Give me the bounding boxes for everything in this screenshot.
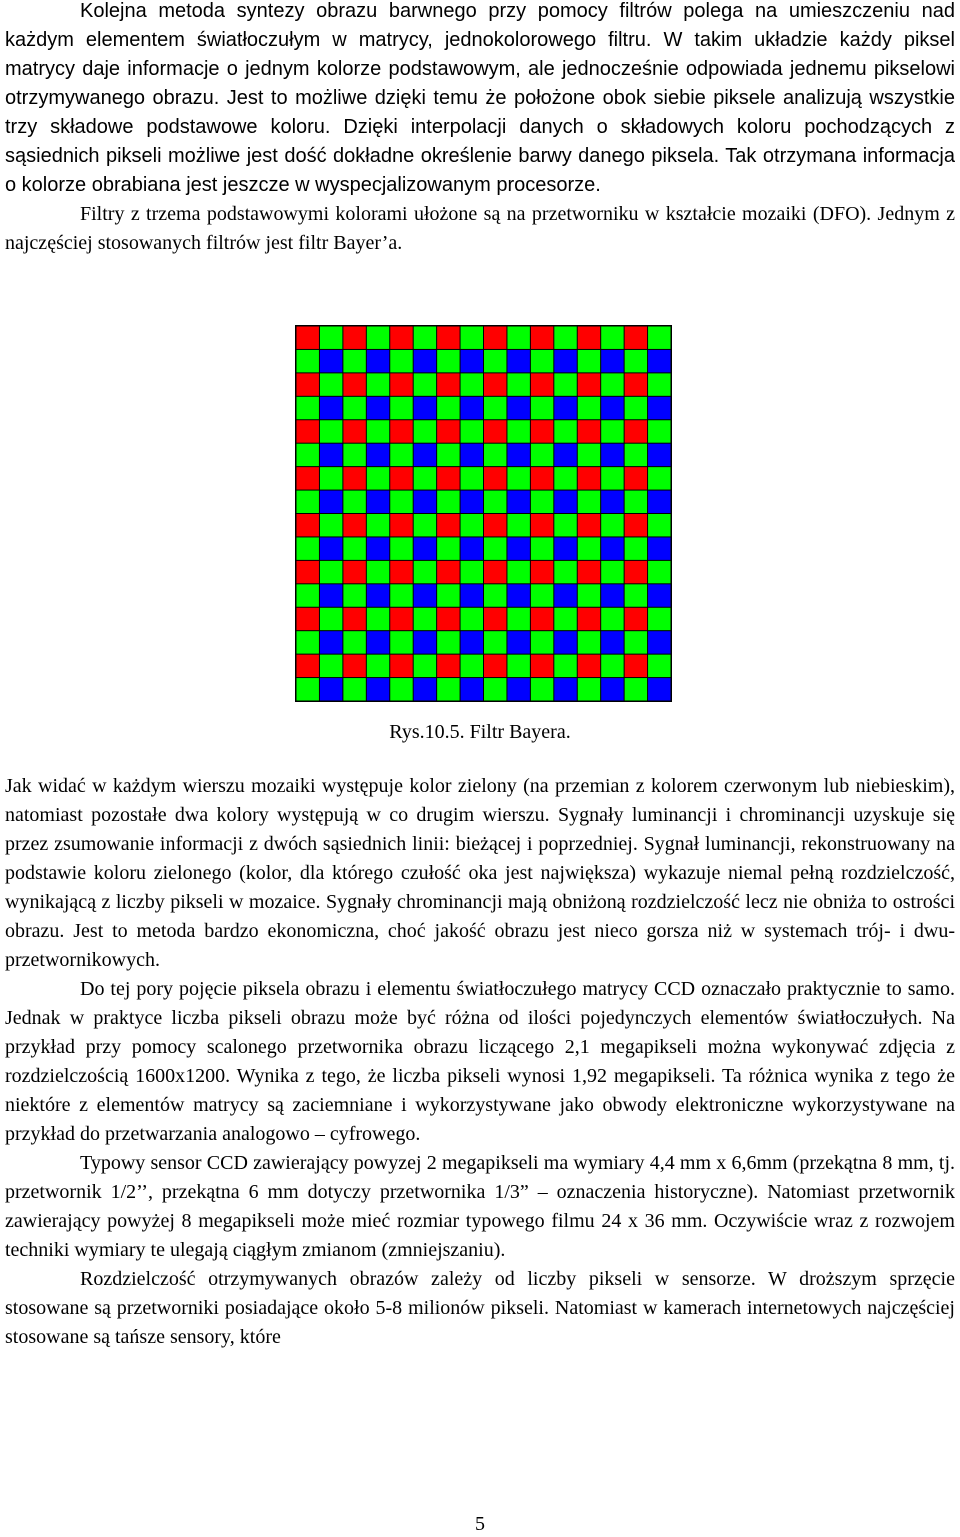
bayer-cell-blue xyxy=(601,678,623,700)
bayer-cell-green xyxy=(578,444,600,466)
bayer-cell-green xyxy=(578,491,600,513)
bayer-cell-green xyxy=(367,420,389,442)
bayer-cell-green xyxy=(414,467,436,489)
bayer-cell-green xyxy=(461,608,483,630)
bayer-cell-red xyxy=(297,467,319,489)
bayer-cell-blue xyxy=(461,491,483,513)
bayer-cell-green xyxy=(507,420,529,442)
bayer-cell-green xyxy=(531,678,553,700)
bayer-filter-figure xyxy=(295,325,672,702)
figure-caption: Rys.10.5. Filtr Bayera. xyxy=(389,721,571,743)
bayer-cell-blue xyxy=(507,631,529,653)
bayer-cell-blue xyxy=(320,678,342,700)
bayer-cell-green xyxy=(343,678,365,700)
bayer-cell-blue xyxy=(554,397,576,419)
bayer-cell-green xyxy=(437,631,459,653)
bayer-cell-green xyxy=(484,491,506,513)
bayer-cell-green xyxy=(414,327,436,349)
bayer-cell-green xyxy=(343,631,365,653)
bayer-cell-red xyxy=(437,561,459,583)
bayer-cell-blue xyxy=(320,397,342,419)
bayer-cell-green xyxy=(484,584,506,606)
bayer-cell-green xyxy=(320,373,342,395)
bayer-cell-green xyxy=(554,561,576,583)
bayer-cell-green xyxy=(507,514,529,536)
bayer-cell-blue xyxy=(414,350,436,372)
bayer-cell-green xyxy=(297,537,319,559)
bayer-cell-green xyxy=(578,537,600,559)
bayer-cell-red xyxy=(578,655,600,677)
bayer-cell-red xyxy=(297,655,319,677)
bayer-cell-green xyxy=(390,631,412,653)
bayer-cell-green xyxy=(367,514,389,536)
bayer-cell-red xyxy=(343,373,365,395)
bayer-cell-red xyxy=(297,327,319,349)
bayer-cell-blue xyxy=(601,350,623,372)
bayer-cell-green xyxy=(343,397,365,419)
bayer-cell-red xyxy=(297,420,319,442)
bayer-cell-green xyxy=(554,514,576,536)
bayer-cell-blue xyxy=(320,491,342,513)
bayer-cell-green xyxy=(343,491,365,513)
bayer-cell-blue xyxy=(367,631,389,653)
bayer-cell-red xyxy=(390,608,412,630)
bayer-cell-green xyxy=(507,373,529,395)
bayer-cell-green xyxy=(507,561,529,583)
bayer-cell-green xyxy=(390,537,412,559)
bayer-cell-green xyxy=(390,444,412,466)
bayer-cell-green xyxy=(625,350,647,372)
bayer-cell-red xyxy=(625,327,647,349)
bayer-cell-red xyxy=(484,373,506,395)
bayer-cell-red xyxy=(390,373,412,395)
bayer-cell-green xyxy=(601,420,623,442)
bayer-cell-green xyxy=(367,327,389,349)
bayer-cell-red xyxy=(531,373,553,395)
bayer-cell-red xyxy=(484,420,506,442)
bayer-cell-blue xyxy=(414,584,436,606)
bayer-cell-red xyxy=(390,420,412,442)
bayer-cell-blue xyxy=(367,350,389,372)
bayer-cell-red xyxy=(531,467,553,489)
bayer-cell-green xyxy=(343,350,365,372)
bayer-cell-blue xyxy=(554,631,576,653)
bayer-cell-green xyxy=(437,444,459,466)
paragraph-intro: Kolejna metoda syntezy obrazu barwnego przy pomocy filtrów polega na umieszczeniu nad każdym elementem światłoczułym w matrycy, jednokolorowego filtru. W takim układzie każdy piksel matrycy daje informacje o jednym kolorze podstawowym, ale jednocześnie odpowiada jednemu pikselowi otrzymywanego obrazu. Jest to możliwe dzięki temu że położone obok siebie piksele analizują wszystkie trzy składowe podstawowe koloru. Dzięki interpolacji danych o składowych koloru pochodzących z sąsiednich pikseli możliwe jest dość dokładne określenie barwy danego piksela. Tak otrzymana informacja o kolorze obrabiana jest jeszcze w wyspecjalizowanym procesorze. xyxy=(5,0,955,196)
bayer-cell-green xyxy=(390,491,412,513)
bayer-cell-green xyxy=(484,444,506,466)
bayer-cell-blue xyxy=(507,397,529,419)
bayer-cell-green xyxy=(601,467,623,489)
bayer-cell-green xyxy=(648,373,670,395)
bayer-cell-blue xyxy=(507,350,529,372)
bayer-cell-blue xyxy=(414,491,436,513)
bayer-cell-blue xyxy=(648,678,670,700)
bayer-cell-red xyxy=(578,608,600,630)
bayer-cell-green xyxy=(531,584,553,606)
bayer-cell-red xyxy=(297,514,319,536)
bayer-cell-green xyxy=(531,444,553,466)
bayer-cell-red xyxy=(531,608,553,630)
bayer-cell-blue xyxy=(554,678,576,700)
bayer-cell-green xyxy=(648,467,670,489)
bayer-cell-blue xyxy=(648,397,670,419)
bayer-cell-green xyxy=(461,561,483,583)
bayer-cell-green xyxy=(297,678,319,700)
bayer-cell-red xyxy=(297,373,319,395)
bayer-cell-red xyxy=(578,467,600,489)
bayer-cell-green xyxy=(367,373,389,395)
bayer-cell-red xyxy=(625,420,647,442)
bayer-cell-blue xyxy=(367,584,389,606)
bayer-cell-red xyxy=(390,561,412,583)
bayer-cell-red xyxy=(390,655,412,677)
bayer-cell-green xyxy=(461,514,483,536)
bayer-cell-green xyxy=(343,444,365,466)
bayer-cell-red xyxy=(531,561,553,583)
bayer-cell-blue xyxy=(461,631,483,653)
bayer-cell-blue xyxy=(367,397,389,419)
bayer-cell-blue xyxy=(461,397,483,419)
bayer-cell-red xyxy=(343,514,365,536)
bayer-cell-red xyxy=(343,327,365,349)
bayer-cell-green xyxy=(578,397,600,419)
bayer-cell-green xyxy=(531,537,553,559)
bayer-cell-blue xyxy=(507,491,529,513)
bayer-cell-green xyxy=(367,561,389,583)
bayer-cell-green xyxy=(343,584,365,606)
bayer-mosaic-grid xyxy=(295,325,672,702)
bayer-cell-green xyxy=(414,420,436,442)
bayer-cell-blue xyxy=(414,537,436,559)
bayer-cell-blue xyxy=(320,350,342,372)
bayer-cell-green xyxy=(507,327,529,349)
bayer-cell-blue xyxy=(601,584,623,606)
bayer-cell-green xyxy=(320,608,342,630)
bayer-cell-blue xyxy=(648,537,670,559)
bayer-cell-green xyxy=(578,584,600,606)
bayer-cell-green xyxy=(297,444,319,466)
bayer-cell-red xyxy=(484,514,506,536)
bayer-cell-red xyxy=(437,655,459,677)
bayer-cell-green xyxy=(601,514,623,536)
bayer-cell-red xyxy=(437,327,459,349)
bayer-cell-blue xyxy=(648,350,670,372)
bayer-cell-blue xyxy=(554,350,576,372)
bayer-cell-blue xyxy=(601,537,623,559)
bayer-cell-red xyxy=(437,514,459,536)
bayer-cell-green xyxy=(461,420,483,442)
bayer-cell-green xyxy=(390,397,412,419)
bayer-cell-red xyxy=(625,514,647,536)
bayer-cell-green xyxy=(625,678,647,700)
paragraph-pixel-definition: Do tej pory pojęcie piksela obrazu i elementu światłoczułego matrycy CCD oznaczało praktycznie to samo. Jednak w praktyce liczba pikseli obrazu może być różna od ilości pojedynczych elementów światłoczułych. Na przykład przy pomocy scalonego przetwornika obrazu liczącego 2,1 megapikseli można wykonywać zdjęcia z rozdzielczością 1600x1200. Wynika z tego, że liczba pikseli wynosi 1,92 megapikseli. Ta różnica wynika z tego że niektóre z elementów matrycy są zaciemniane i wykorzystywane jako obwody elektroniczne wykorzystywane na przykład do przetwarzania analogowo – cyfrowego. xyxy=(5,978,955,1145)
bayer-cell-red xyxy=(437,467,459,489)
bayer-cell-green xyxy=(578,350,600,372)
bayer-cell-green xyxy=(554,327,576,349)
bayer-cell-blue xyxy=(320,537,342,559)
bayer-cell-green xyxy=(367,467,389,489)
bayer-cell-green xyxy=(484,678,506,700)
bayer-cell-green xyxy=(390,350,412,372)
bayer-cell-green xyxy=(625,397,647,419)
bayer-cell-green xyxy=(367,608,389,630)
bayer-cell-blue xyxy=(414,397,436,419)
bayer-cell-blue xyxy=(507,537,529,559)
bayer-cell-green xyxy=(414,608,436,630)
bayer-cell-blue xyxy=(648,631,670,653)
bayer-cell-green xyxy=(484,397,506,419)
bayer-cell-green xyxy=(554,608,576,630)
bayer-cell-green xyxy=(297,491,319,513)
bayer-cell-green xyxy=(461,655,483,677)
bayer-cell-red xyxy=(484,327,506,349)
bayer-cell-red xyxy=(437,373,459,395)
bayer-cell-red xyxy=(578,373,600,395)
bayer-cell-green xyxy=(648,420,670,442)
bayer-cell-blue xyxy=(414,631,436,653)
bayer-cell-green xyxy=(437,491,459,513)
bayer-cell-red xyxy=(531,327,553,349)
bayer-cell-blue xyxy=(648,491,670,513)
bayer-cell-green xyxy=(554,467,576,489)
bayer-cell-blue xyxy=(648,584,670,606)
bayer-cell-green xyxy=(297,631,319,653)
bayer-cell-red xyxy=(578,420,600,442)
bayer-cell-green xyxy=(648,327,670,349)
bayer-cell-green xyxy=(507,655,529,677)
bayer-cell-blue xyxy=(601,631,623,653)
bayer-cell-red xyxy=(343,420,365,442)
bayer-cell-green xyxy=(531,491,553,513)
bayer-cell-green xyxy=(437,678,459,700)
bayer-cell-blue xyxy=(461,350,483,372)
paragraph-resolution: Rozdzielczość otrzymywanych obrazów zależy od liczby pikseli w sensorze. W droższym sprzęcie stosowane są przetworniki posiadające około 5-8 milionów pikseli. Natomiast w kamerach internetowych najczęściej stosowane są tańsze sensory, które xyxy=(5,1268,955,1348)
bayer-cell-green xyxy=(320,655,342,677)
intro-text-block xyxy=(5,0,955,258)
bayer-cell-green xyxy=(507,608,529,630)
bayer-cell-green xyxy=(601,373,623,395)
bayer-cell-green xyxy=(507,467,529,489)
paragraph-filters: Filtry z trzema podstawowymi kolorami ułożone są na przetworniku w kształcie mozaiki (DFO). Jednym z najczęściej stosowanych filtrów jest filtr Bayer’a. xyxy=(5,203,955,254)
bayer-cell-blue xyxy=(601,491,623,513)
bayer-cell-blue xyxy=(367,491,389,513)
bayer-cell-red xyxy=(484,608,506,630)
bayer-cell-green xyxy=(437,537,459,559)
bayer-cell-red xyxy=(297,561,319,583)
bayer-cell-green xyxy=(601,561,623,583)
bayer-cell-red xyxy=(625,655,647,677)
bayer-cell-red xyxy=(578,561,600,583)
bayer-cell-green xyxy=(531,631,553,653)
bayer-cell-red xyxy=(625,608,647,630)
bayer-cell-blue xyxy=(601,397,623,419)
bayer-cell-green xyxy=(578,631,600,653)
paragraph-sensor-size: Typowy sensor CCD zawierający powyzej 2 megapikseli ma wymiary 4,4 mm x 6,6mm (przekątna 8 mm, tj. przetwornik 1/2’’, przekątna 6 mm dotyczy przetwornika 1/3” – oznaczenia historyczne). Natomiast przetwornik zawierający powyżej 8 megapikseli może mieć rozmiar typowego filmu 24 x 36 mm. Oczywiście wraz z rozwojem techniki wymiary te ulegają ciągłym zmianom (zmniejszaniu). xyxy=(5,1152,955,1261)
bayer-cell-green xyxy=(554,655,576,677)
bayer-cell-red xyxy=(343,655,365,677)
bayer-cell-red xyxy=(484,655,506,677)
bayer-cell-red xyxy=(390,514,412,536)
bayer-cell-green xyxy=(554,373,576,395)
bayer-cell-red xyxy=(531,655,553,677)
bayer-cell-green xyxy=(648,655,670,677)
bayer-cell-red xyxy=(531,514,553,536)
bayer-cell-red xyxy=(578,327,600,349)
bayer-cell-green xyxy=(297,397,319,419)
bayer-cell-green xyxy=(484,631,506,653)
bayer-cell-blue xyxy=(461,537,483,559)
bayer-cell-blue xyxy=(320,631,342,653)
bayer-cell-green xyxy=(437,397,459,419)
bayer-cell-red xyxy=(578,514,600,536)
bayer-cell-red xyxy=(437,420,459,442)
bayer-cell-red xyxy=(390,467,412,489)
bayer-cell-blue xyxy=(461,678,483,700)
bayer-cell-blue xyxy=(367,537,389,559)
bayer-cell-green xyxy=(625,631,647,653)
bayer-cell-blue xyxy=(601,444,623,466)
bayer-cell-green xyxy=(297,584,319,606)
bayer-cell-blue xyxy=(554,584,576,606)
bayer-cell-green xyxy=(625,537,647,559)
bayer-cell-red xyxy=(625,467,647,489)
bayer-cell-green xyxy=(414,373,436,395)
bayer-cell-green xyxy=(625,491,647,513)
bayer-cell-green xyxy=(320,420,342,442)
bayer-cell-blue xyxy=(461,584,483,606)
bayer-cell-red xyxy=(343,467,365,489)
bayer-cell-green xyxy=(601,327,623,349)
bayer-cell-blue xyxy=(554,444,576,466)
bayer-cell-green xyxy=(461,373,483,395)
bayer-cell-red xyxy=(625,373,647,395)
bayer-cell-blue xyxy=(554,537,576,559)
bayer-cell-red xyxy=(343,608,365,630)
main-text-block xyxy=(5,772,955,1352)
bayer-cell-green xyxy=(390,584,412,606)
bayer-cell-green xyxy=(320,327,342,349)
bayer-cell-red xyxy=(625,561,647,583)
bayer-cell-blue xyxy=(414,444,436,466)
bayer-cell-green xyxy=(437,584,459,606)
bayer-cell-blue xyxy=(554,491,576,513)
bayer-cell-green xyxy=(414,561,436,583)
bayer-cell-green xyxy=(601,655,623,677)
bayer-cell-blue xyxy=(461,444,483,466)
bayer-cell-blue xyxy=(414,678,436,700)
bayer-cell-blue xyxy=(320,584,342,606)
bayer-cell-green xyxy=(484,350,506,372)
bayer-cell-green xyxy=(414,514,436,536)
bayer-cell-green xyxy=(414,655,436,677)
bayer-cell-red xyxy=(297,608,319,630)
bayer-cell-green xyxy=(625,584,647,606)
bayer-cell-green xyxy=(531,397,553,419)
bayer-cell-green xyxy=(461,467,483,489)
bayer-cell-red xyxy=(484,561,506,583)
bayer-cell-green xyxy=(625,444,647,466)
bayer-cell-blue xyxy=(507,444,529,466)
bayer-cell-green xyxy=(648,608,670,630)
bayer-cell-green xyxy=(648,561,670,583)
bayer-cell-red xyxy=(531,420,553,442)
bayer-cell-red xyxy=(484,467,506,489)
bayer-cell-green xyxy=(484,537,506,559)
bayer-cell-red xyxy=(437,608,459,630)
bayer-cell-blue xyxy=(367,444,389,466)
bayer-cell-green xyxy=(390,678,412,700)
bayer-cell-green xyxy=(461,327,483,349)
bayer-cell-green xyxy=(437,350,459,372)
paragraph-mosaic-colors: Jak widać w każdym wierszu mozaiki występuje kolor zielony (na przemian z kolorem czerwonym lub niebieskim), natomiast pozostałe dwa kolory występują w co drugim wierszu. Sygnały luminancji i chrominancji uzyskuje się przez zsumowanie informacji z dwóch sąsiednich linii: bieżącej i poprzedniej. Sygnał luminancji, rekonstruowany na podstawie koloru zielonego (kolor, dla którego czułość oka jest największa) wykazuje niemal pełną rozdzielczość, wynikającą z liczby pikseli w mozaice. Sygnały chrominancji mają obniżoną rozdzielczość lecz nie obniża to ostrości obrazu. Jest to metoda bardzo ekonomiczna, choć jakość obrazu jest nieco gorsza niż w systemach trój- i dwu-przetwornikowych. xyxy=(5,775,955,971)
bayer-cell-green xyxy=(320,561,342,583)
bayer-cell-green xyxy=(367,655,389,677)
bayer-cell-green xyxy=(601,608,623,630)
bayer-cell-blue xyxy=(507,678,529,700)
bayer-cell-green xyxy=(297,350,319,372)
bayer-cell-red xyxy=(390,327,412,349)
bayer-cell-red xyxy=(343,561,365,583)
page-number: 5 xyxy=(475,1513,485,1535)
bayer-cell-green xyxy=(531,350,553,372)
bayer-cell-blue xyxy=(320,444,342,466)
bayer-cell-blue xyxy=(507,584,529,606)
bayer-cell-green xyxy=(343,537,365,559)
bayer-cell-blue xyxy=(367,678,389,700)
bayer-cell-green xyxy=(320,514,342,536)
bayer-cell-blue xyxy=(648,444,670,466)
bayer-cell-green xyxy=(320,467,342,489)
bayer-cell-green xyxy=(554,420,576,442)
bayer-cell-green xyxy=(648,514,670,536)
bayer-cell-green xyxy=(578,678,600,700)
